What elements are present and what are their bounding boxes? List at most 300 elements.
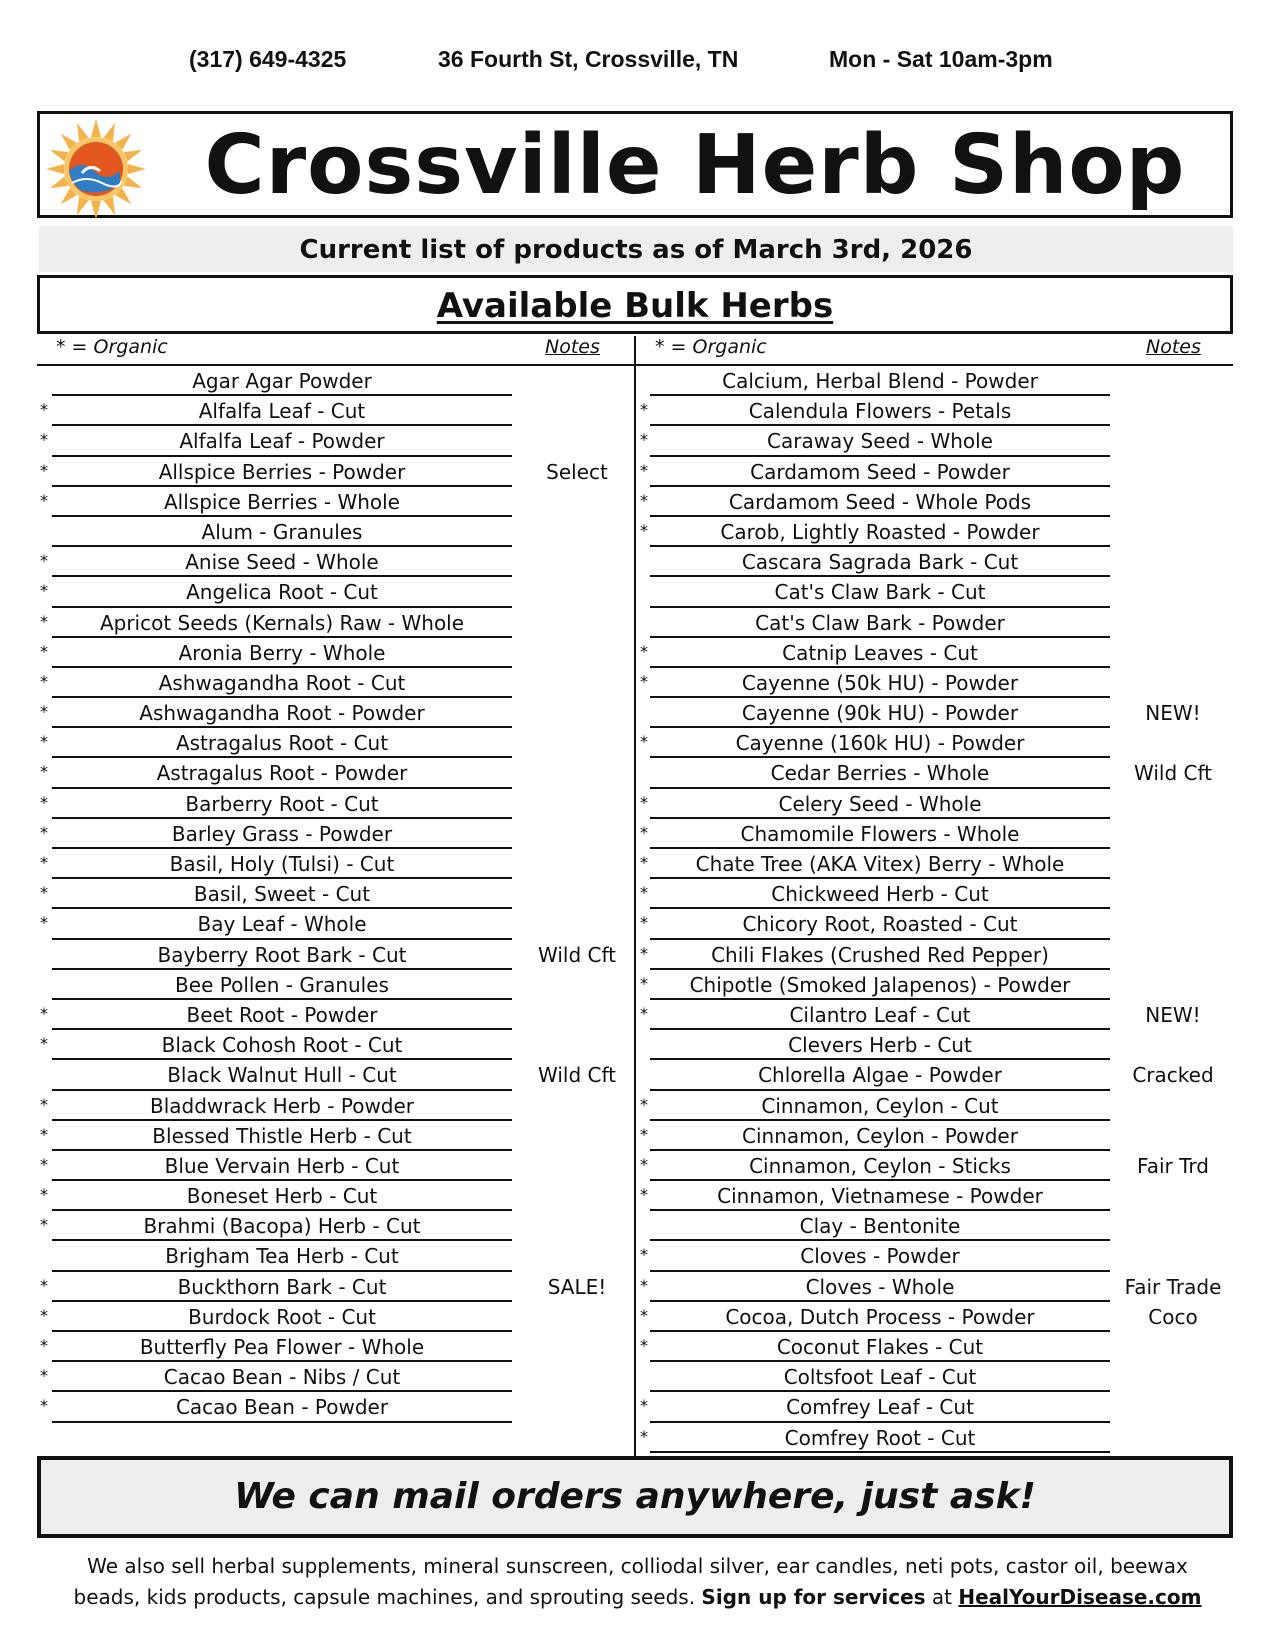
herb-row — [640, 368, 1233, 398]
herb-name: Cinnamon, Vietnamese - Powder — [717, 1184, 1043, 1209]
herb-underline — [650, 968, 1110, 970]
store-hours: Mon - Sat 10am-3pm — [829, 46, 1053, 72]
herb-row — [40, 1394, 634, 1424]
herb-underline — [650, 998, 1110, 1000]
herb-underline — [650, 515, 1110, 517]
organic-marker: * — [640, 792, 648, 812]
herb-row — [40, 1304, 634, 1334]
herb-row — [40, 1123, 634, 1153]
herb-underline — [52, 1119, 512, 1121]
herb-row — [40, 1364, 634, 1394]
herb-underline — [650, 1421, 1110, 1423]
herb-row — [40, 1002, 634, 1032]
herb-underline — [650, 1179, 1110, 1181]
signup-label: Sign up for services — [701, 1585, 926, 1609]
herb-name: Butterfly Pea Flower - Whole — [139, 1335, 425, 1359]
herb-name: Brahmi (Bacopa) Herb - Cut — [143, 1214, 421, 1239]
herb-underline — [650, 485, 1110, 487]
herb-underline — [52, 998, 512, 1000]
herb-name: Chickweed Herb - Cut — [771, 882, 989, 907]
organic-marker: * — [640, 732, 648, 752]
herb-name: Cocoa, Dutch Process - Powder — [725, 1304, 1035, 1329]
herb-underline — [650, 394, 1110, 396]
herb-underline — [650, 756, 1110, 758]
organic-marker: * — [640, 430, 648, 450]
herb-underline — [650, 1028, 1110, 1030]
organic-marker: * — [640, 853, 648, 872]
herb-name: Blue Vervain Herb - Cut — [164, 1153, 400, 1178]
column-divider — [634, 336, 636, 1456]
herb-underline — [52, 726, 512, 728]
herb-row — [40, 1032, 634, 1062]
title-banner — [37, 111, 1233, 218]
herb-name: Calcium, Herbal Blend - Powder — [722, 369, 1038, 393]
herb-row — [40, 519, 634, 549]
herb-row — [640, 1274, 1233, 1304]
herb-row — [40, 760, 634, 790]
herb-row — [640, 1032, 1233, 1062]
herb-underline — [52, 485, 512, 487]
herb-underline — [52, 907, 512, 909]
herb-underline — [52, 636, 512, 638]
organic-marker: * — [640, 641, 648, 661]
herb-row — [640, 851, 1233, 881]
herb-row — [640, 911, 1233, 941]
herb-name: Cardamom Seed - Whole Pods — [728, 489, 1032, 514]
herb-row — [40, 489, 634, 519]
herb-name: Bladdwrack Herb - Powder — [149, 1093, 415, 1118]
herb-underline — [52, 1028, 512, 1030]
organic-marker: * — [40, 913, 48, 933]
herb-row — [640, 700, 1233, 730]
herb-row — [640, 972, 1233, 1002]
herb-name: Cat's Claw Bark - Cut — [774, 580, 986, 605]
herb-note: Wild Cft — [538, 1063, 616, 1088]
herb-underline — [52, 666, 512, 668]
organic-marker: * — [40, 1185, 48, 1205]
herb-name: Ashwagandha Root - Powder — [139, 701, 425, 726]
herb-row — [40, 700, 634, 730]
herb-name: Black Walnut Hull - Cut — [167, 1063, 397, 1088]
herb-note: NEW! — [1145, 701, 1201, 726]
herb-row — [40, 610, 634, 640]
herb-row — [640, 1002, 1233, 1032]
organic-marker: * — [640, 1305, 648, 1325]
herb-row — [640, 1394, 1233, 1424]
herb-name: Astragalus Root - Powder — [156, 761, 408, 786]
signup-at: at — [931, 1585, 953, 1609]
herb-row — [640, 1334, 1233, 1364]
herb-row — [640, 881, 1233, 911]
organic-marker: * — [640, 520, 648, 540]
section-header — [37, 275, 1233, 334]
herb-note: Fair Trade — [1124, 1274, 1222, 1299]
organic-marker: * — [640, 1185, 648, 1205]
herb-row — [40, 1334, 634, 1364]
herb-underline — [650, 817, 1110, 819]
herb-row — [40, 881, 634, 911]
herb-row — [40, 640, 634, 670]
herb-underline — [650, 1089, 1110, 1091]
shop-title: Crossville Herb Shop — [204, 118, 1186, 213]
herb-underline — [650, 1058, 1110, 1060]
herb-name: Cedar Berries - Whole — [770, 761, 990, 786]
herb-row — [640, 549, 1233, 579]
herb-name: Apricot Seeds (Kernals) Raw - Whole — [99, 610, 465, 635]
herb-row — [40, 428, 634, 458]
address: 36 Fourth St, Crossville, TN — [438, 46, 739, 72]
organic-marker: * — [640, 1396, 648, 1416]
herb-name: Clevers Herb - Cut — [788, 1033, 972, 1058]
herb-row — [40, 1213, 634, 1243]
herb-row — [640, 489, 1233, 519]
herb-underline — [52, 817, 512, 819]
herb-row — [640, 942, 1233, 972]
herb-underline — [52, 847, 512, 849]
organic-marker: * — [640, 490, 648, 510]
herb-name: Cayenne (160k HU) - Powder — [735, 731, 1025, 756]
herb-row — [640, 1183, 1233, 1213]
organic-key-right: * = Organic — [655, 336, 767, 358]
herb-name: Blessed Thistle Herb - Cut — [152, 1123, 412, 1148]
herb-underline — [52, 1179, 512, 1181]
herb-row — [40, 1093, 634, 1123]
herb-name: Allspice Berries - Powder — [158, 459, 406, 484]
herb-row — [40, 1062, 634, 1092]
herb-row — [640, 459, 1233, 489]
herb-note: Cracked — [1132, 1063, 1214, 1088]
herb-name: Alfalfa Leaf - Cut — [198, 399, 366, 424]
herb-underline — [650, 1270, 1110, 1272]
organic-marker: * — [640, 1003, 648, 1023]
herb-name: Chamomile Flowers - Whole — [740, 821, 1020, 846]
herb-row — [40, 1153, 634, 1183]
notes-header-right: Notes — [1146, 336, 1201, 358]
notes-header-left: Notes — [545, 336, 600, 358]
phone-number: (317) 649-4325 — [189, 46, 347, 72]
herb-name: Cinnamon, Ceylon - Powder — [742, 1123, 1018, 1148]
herb-name: Allspice Berries - Whole — [163, 489, 400, 514]
herb-row — [40, 821, 634, 851]
product-list-date: Current list of products as of March 3rd, 2026 — [39, 226, 1233, 272]
organic-marker: * — [40, 1215, 48, 1235]
herb-name: Cat's Claw Bark - Powder — [755, 610, 1005, 635]
organic-marker: * — [40, 822, 48, 842]
organic-marker: * — [640, 943, 648, 963]
herb-underline — [650, 847, 1110, 849]
herb-underline — [52, 1300, 512, 1302]
herb-row — [40, 851, 634, 881]
organic-marker: * — [640, 671, 648, 691]
herb-row — [640, 579, 1233, 609]
herb-underline — [52, 938, 512, 940]
organic-marker: * — [40, 400, 48, 420]
herb-row — [640, 398, 1233, 428]
herb-name: Coltsfoot Leaf - Cut — [783, 1365, 977, 1390]
herb-underline — [52, 1360, 512, 1362]
organic-marker: * — [640, 460, 648, 480]
herb-underline — [650, 545, 1110, 547]
herb-name: Basil, Sweet - Cut — [193, 882, 371, 907]
herb-underline — [52, 1330, 512, 1332]
herb-name: Carob, Lightly Roasted - Powder — [720, 519, 1040, 544]
herb-name: Burdock Root - Cut — [188, 1304, 376, 1329]
herb-row — [640, 640, 1233, 670]
herb-name: Cascara Sagrada Bark - Cut — [741, 550, 1019, 575]
herb-name: Cardamom Seed - Powder — [750, 459, 1010, 484]
sun-wave-logo-icon — [44, 117, 148, 221]
herb-name: Chili Flakes (Crushed Red Pepper) — [711, 942, 1049, 967]
herb-name: Cayenne (50k HU) - Powder — [741, 670, 1019, 695]
mail-order-text: We can mail orders anywhere, just ask! — [234, 1476, 1036, 1517]
herb-name: Cloves - Powder — [800, 1244, 960, 1269]
herb-underline — [650, 696, 1110, 698]
herb-underline — [650, 1209, 1110, 1211]
organic-marker: * — [40, 732, 48, 752]
herb-underline — [52, 1421, 512, 1423]
herb-underline — [650, 1300, 1110, 1302]
herb-name: Caraway Seed - Whole — [767, 429, 993, 454]
herb-row — [640, 610, 1233, 640]
herb-name: Angelica Root - Cut — [186, 580, 378, 605]
organic-marker: * — [640, 913, 648, 933]
herb-name: Catnip Leaves - Cut — [782, 640, 978, 665]
herb-name: Alfalfa Leaf - Powder — [179, 429, 385, 454]
organic-marker: * — [640, 1094, 648, 1114]
herb-name: Cacao Bean - Nibs / Cut — [163, 1365, 401, 1390]
herb-name: Barberry Root - Cut — [185, 791, 379, 816]
herb-name: Clay - Bentonite — [799, 1214, 961, 1239]
herb-name: Barley Grass - Powder — [171, 821, 393, 846]
organic-marker: * — [40, 792, 48, 812]
herb-note: NEW! — [1145, 1002, 1201, 1027]
organic-marker: * — [640, 1336, 648, 1355]
herb-underline — [650, 787, 1110, 789]
organic-marker: * — [40, 1336, 48, 1355]
herb-underline — [650, 636, 1110, 638]
footer-text: We also sell herbal supplements, mineral sunscreen, colliodal silver, ear candles, neti pots, castor oil, beewax beads, kids products, capsule machines, and sprouting seeds. — [73, 1554, 1188, 1609]
herb-note: Wild Cft — [538, 942, 616, 967]
herb-row — [640, 1364, 1233, 1394]
herb-underline — [52, 394, 512, 396]
herb-underline — [650, 666, 1110, 668]
organic-marker: * — [640, 1154, 648, 1174]
herb-row — [640, 519, 1233, 549]
herb-row — [40, 579, 634, 609]
organic-marker: * — [640, 822, 648, 842]
herb-underline — [52, 968, 512, 970]
herb-name: Celery Seed - Whole — [778, 791, 982, 816]
organic-marker: * — [640, 400, 648, 420]
herb-name: Alum - Granules — [201, 519, 363, 544]
herb-name: Comfrey Leaf - Cut — [786, 1395, 974, 1420]
herb-underline — [650, 1330, 1110, 1332]
herb-underline — [650, 1239, 1110, 1241]
herb-name: Cinnamon, Ceylon - Sticks — [749, 1153, 1011, 1178]
organic-marker: * — [640, 1426, 648, 1446]
herb-underline — [52, 424, 512, 426]
organic-marker: * — [40, 611, 48, 631]
herb-row — [40, 1274, 634, 1304]
herb-name: Coconut Flakes - Cut — [776, 1335, 984, 1359]
herb-name: Ashwagandha Root - Cut — [158, 670, 406, 695]
organic-marker: * — [40, 460, 48, 480]
herb-name: Anise Seed - Whole — [185, 550, 379, 575]
organic-marker: * — [40, 430, 48, 450]
right-herb-list — [640, 368, 1233, 1455]
organic-marker: * — [40, 762, 48, 782]
organic-marker: * — [40, 1154, 48, 1174]
herb-underline — [650, 424, 1110, 426]
herb-row — [640, 670, 1233, 700]
herb-row — [40, 972, 634, 1002]
herb-name: Bay Leaf - Whole — [197, 912, 367, 937]
herb-name: Beet Root - Powder — [186, 1002, 378, 1027]
organic-marker: * — [40, 1275, 48, 1295]
herb-name: Bee Pollen - Granules — [175, 972, 389, 997]
organic-marker: * — [40, 490, 48, 510]
herb-row — [40, 911, 634, 941]
herb-note: Select — [546, 459, 608, 484]
organic-marker: * — [40, 1396, 48, 1416]
website-link[interactable]: HealYourDisease.com — [958, 1585, 1202, 1609]
organic-marker: * — [40, 853, 48, 872]
herb-name: Black Cohosh Root - Cut — [161, 1033, 403, 1058]
herb-underline — [52, 1390, 512, 1392]
herb-name: Cloves - Whole — [805, 1274, 955, 1299]
herb-underline — [52, 1270, 512, 1272]
herb-underline — [52, 515, 512, 517]
herb-name: Agar Agar Powder — [192, 369, 372, 393]
organic-marker: * — [40, 702, 48, 722]
herb-underline — [650, 575, 1110, 577]
herb-row — [640, 1304, 1233, 1334]
herb-note: SALE! — [547, 1274, 607, 1299]
section-title: Available Bulk Herbs — [436, 286, 834, 326]
herb-row — [40, 368, 634, 398]
herb-row — [40, 670, 634, 700]
herb-row — [40, 730, 634, 760]
herb-underline — [52, 1239, 512, 1241]
herb-underline — [52, 575, 512, 577]
herb-name: Bayberry Root Bark - Cut — [157, 942, 407, 967]
herb-note: Coco — [1148, 1304, 1198, 1329]
herb-row — [640, 1243, 1233, 1273]
herb-name: Cayenne (90k HU) - Powder — [741, 701, 1019, 726]
herb-note: Fair Trd — [1137, 1153, 1209, 1178]
herb-row — [640, 1425, 1233, 1455]
herb-name: Chipotle (Smoked Jalapenos) - Powder — [689, 972, 1071, 997]
organic-marker: * — [40, 1034, 48, 1054]
organic-marker: * — [640, 1124, 648, 1144]
organic-marker: * — [40, 1003, 48, 1023]
herb-row — [640, 1093, 1233, 1123]
organic-marker: * — [40, 1305, 48, 1325]
herb-name: Astragalus Root - Cut — [175, 731, 389, 756]
herb-underline — [650, 1390, 1110, 1392]
herb-underline — [650, 1119, 1110, 1121]
herb-underline — [650, 1451, 1110, 1453]
herb-name: Brigham Tea Herb - Cut — [165, 1244, 399, 1269]
herb-underline — [52, 1209, 512, 1211]
herb-row — [640, 730, 1233, 760]
herb-underline — [650, 1149, 1110, 1151]
herb-underline — [52, 1149, 512, 1151]
herb-name: Boneset Herb - Cut — [186, 1184, 378, 1209]
herb-underline — [650, 1360, 1110, 1362]
herb-underline — [52, 1058, 512, 1060]
herb-row — [640, 1213, 1233, 1243]
organic-marker: * — [40, 1366, 48, 1386]
organic-key-left: * = Organic — [56, 336, 168, 358]
organic-marker: * — [40, 551, 48, 571]
herb-row — [640, 791, 1233, 821]
organic-marker: * — [640, 1245, 648, 1265]
organic-marker: * — [40, 671, 48, 691]
herb-note: Wild Cft — [1134, 761, 1212, 786]
organic-marker: * — [40, 1094, 48, 1114]
herb-row — [40, 459, 634, 489]
herb-row — [640, 428, 1233, 458]
herb-underline — [52, 756, 512, 758]
herb-name: Cacao Bean - Powder — [175, 1395, 389, 1420]
herb-underline — [52, 455, 512, 457]
left-herb-list — [40, 368, 634, 1425]
herb-row — [640, 1062, 1233, 1092]
herb-name: Chicory Root, Roasted - Cut — [742, 912, 1018, 937]
herb-row — [640, 1153, 1233, 1183]
herb-row — [40, 1243, 634, 1273]
footer-note — [60, 1551, 1215, 1613]
mail-order-banner — [37, 1456, 1233, 1538]
herb-underline — [52, 1089, 512, 1091]
herb-row — [640, 821, 1233, 851]
herb-row — [40, 549, 634, 579]
herb-row — [40, 1183, 634, 1213]
organic-marker: * — [40, 581, 48, 601]
organic-marker: * — [640, 1275, 648, 1295]
herb-underline — [650, 907, 1110, 909]
herb-row — [40, 791, 634, 821]
herb-row — [640, 1123, 1233, 1153]
organic-marker: * — [640, 973, 648, 993]
herb-underline — [650, 606, 1110, 608]
herb-name: Chate Tree (AKA Vitex) Berry - Whole — [695, 852, 1065, 876]
herb-row — [640, 760, 1233, 790]
herb-underline — [650, 726, 1110, 728]
organic-marker: * — [40, 883, 48, 903]
herb-name: Cilantro Leaf - Cut — [789, 1002, 971, 1027]
herb-name: Aronia Berry - Whole — [178, 640, 386, 665]
organic-marker: * — [640, 883, 648, 903]
organic-marker: * — [40, 1124, 48, 1144]
herb-underline — [52, 696, 512, 698]
organic-marker: * — [40, 641, 48, 661]
herb-underline — [52, 877, 512, 879]
herb-underline — [52, 787, 512, 789]
herb-name: Comfrey Root - Cut — [784, 1425, 976, 1450]
herb-underline — [650, 938, 1110, 940]
herb-underline — [52, 545, 512, 547]
herb-name: Buckthorn Bark - Cut — [177, 1274, 387, 1299]
herb-name: Chlorella Algae - Powder — [758, 1063, 1002, 1088]
herb-name: Cinnamon, Ceylon - Cut — [761, 1093, 999, 1118]
herb-row — [40, 398, 634, 428]
herb-name: Calendula Flowers - Petals — [748, 399, 1012, 424]
herb-underline — [52, 606, 512, 608]
herb-underline — [650, 455, 1110, 457]
herb-name: Basil, Holy (Tulsi) - Cut — [169, 852, 395, 876]
